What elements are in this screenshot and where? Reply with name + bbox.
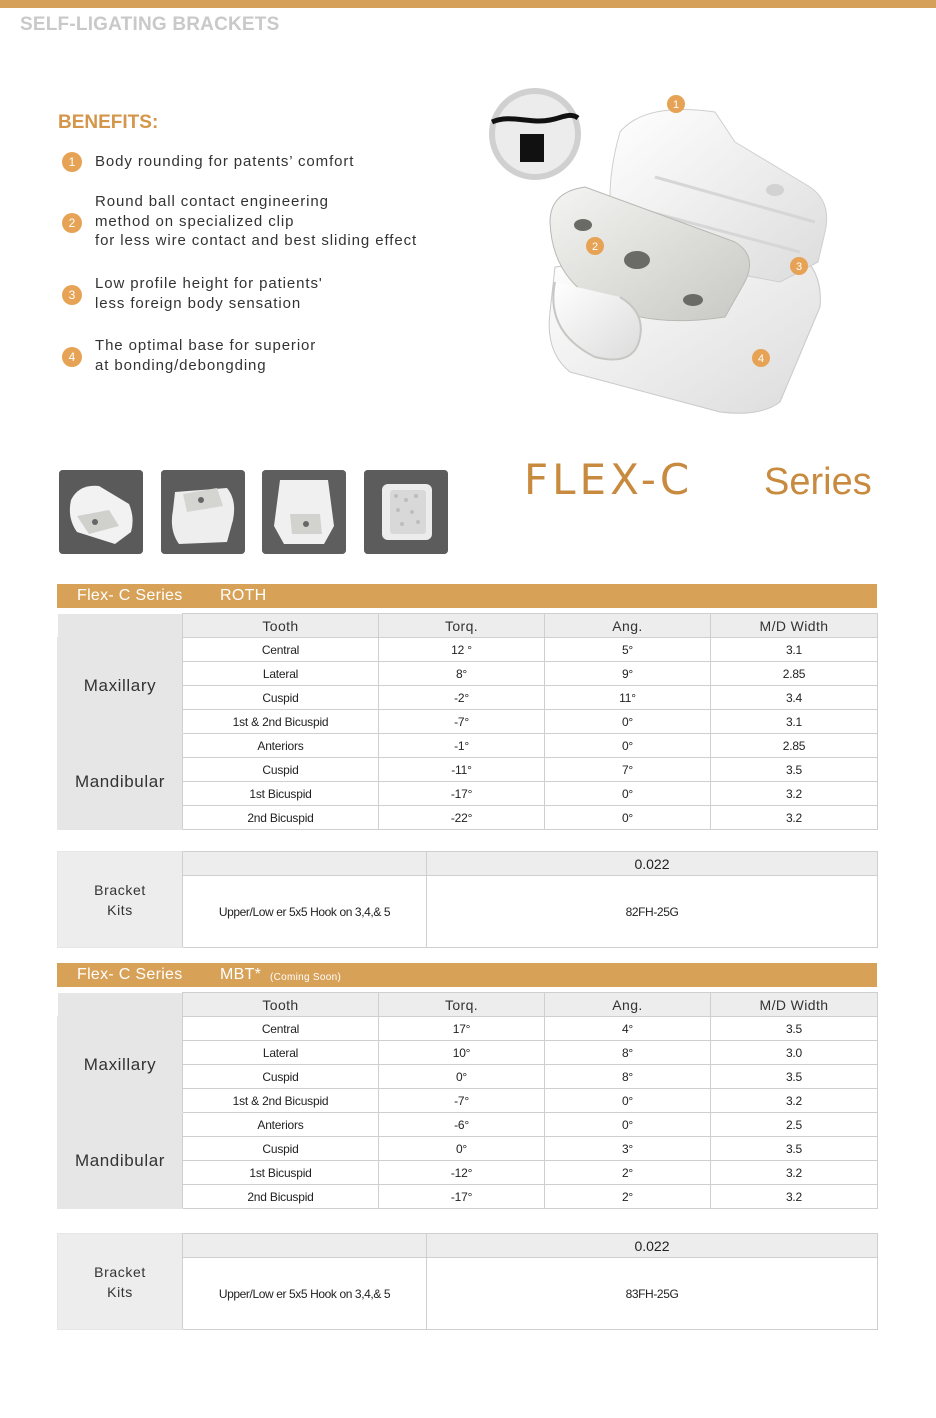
- angulation-cell: 0°: [545, 806, 711, 830]
- angulation-cell: 7°: [545, 758, 711, 782]
- table-header-row: [58, 614, 878, 638]
- torque-cell: -2°: [379, 686, 545, 710]
- callout-label-2: 2: [591, 241, 599, 253]
- benefit-text-1: Body rounding for patents’ comfort: [95, 153, 355, 170]
- benefits-heading: BENEFITS:: [58, 112, 159, 133]
- width-cell: 3.1: [711, 710, 878, 734]
- angulation-cell: 11°: [545, 686, 711, 710]
- series-label: Flex- C Series: [77, 587, 183, 604]
- tooth-cell: Cuspid: [183, 686, 379, 710]
- torque-cell: 0°: [379, 1137, 545, 1161]
- column-header: Tooth: [183, 993, 379, 1017]
- callout-label-3: 3: [795, 261, 803, 273]
- column-header: Torq.: [379, 614, 545, 638]
- callout-label-1: 1: [672, 99, 680, 111]
- bracket-thumbnail-4: [364, 470, 448, 554]
- maxillary-group-label: Maxillary: [58, 1017, 183, 1113]
- tooth-cell: 2nd Bicuspid: [183, 806, 379, 830]
- prescription-label: ROTH: [220, 587, 267, 604]
- width-cell: 3.5: [711, 758, 878, 782]
- tooth-cell: Cuspid: [183, 758, 379, 782]
- width-cell: 3.5: [711, 1137, 878, 1161]
- tooth-cell: 1st & 2nd Bicuspid: [183, 710, 379, 734]
- torque-cell: -17°: [379, 782, 545, 806]
- table-row: [58, 734, 878, 758]
- width-cell: 3.1: [711, 638, 878, 662]
- width-cell: 2.85: [711, 734, 878, 758]
- wire-detail-inset: [489, 88, 581, 180]
- number-badge-4: 4: [62, 347, 82, 367]
- bracket-thumbnail-3: [262, 470, 346, 554]
- width-cell: 3.0: [711, 1041, 878, 1065]
- width-cell: 3.5: [711, 1017, 878, 1041]
- roth-bracket-kits-table: [57, 851, 878, 948]
- torque-cell: 12 °: [379, 638, 545, 662]
- kit-size-header: 0.022: [427, 1234, 878, 1258]
- torque-cell: 17°: [379, 1017, 545, 1041]
- width-cell: 3.5: [711, 1065, 878, 1089]
- top-accent-bar: [0, 0, 936, 8]
- kit-description: Upper/Low er 5x5 Hook on 3,4,& 5: [183, 876, 427, 948]
- bracket-kits-label: Bracket Kits: [58, 852, 183, 948]
- tooth-cell: Lateral: [183, 1041, 379, 1065]
- torque-cell: 8°: [379, 662, 545, 686]
- column-header: M/D Width: [711, 993, 878, 1017]
- tooth-cell: Lateral: [183, 662, 379, 686]
- prescription-name: MBT*: [220, 966, 262, 983]
- tooth-cell: Anteriors: [183, 734, 379, 758]
- logo-brand-text: FLEX-C: [524, 456, 694, 504]
- angulation-cell: 0°: [545, 710, 711, 734]
- tooth-cell: Cuspid: [183, 1065, 379, 1089]
- angulation-cell: 0°: [545, 1089, 711, 1113]
- mbt-spec-table: [57, 992, 878, 1209]
- torque-cell: 0°: [379, 1065, 545, 1089]
- column-header: M/D Width: [711, 614, 878, 638]
- maxillary-group-label: Maxillary: [58, 638, 183, 734]
- column-header: Ang.: [545, 614, 711, 638]
- angulation-cell: 0°: [545, 734, 711, 758]
- bracket-kits-label: Bracket Kits: [58, 1234, 183, 1330]
- angulation-cell: 5°: [545, 638, 711, 662]
- torque-cell: -12°: [379, 1161, 545, 1185]
- angulation-cell: 2°: [545, 1161, 711, 1185]
- angulation-cell: 0°: [545, 782, 711, 806]
- angulation-cell: 0°: [545, 1113, 711, 1137]
- benefit-text-4: The optimal base for superior at bonding/debongding: [95, 337, 317, 374]
- column-header: Torq.: [379, 993, 545, 1017]
- tooth-cell: 2nd Bicuspid: [183, 1185, 379, 1209]
- width-cell: 3.2: [711, 1161, 878, 1185]
- bracket-thumbnail-2: [161, 470, 245, 554]
- column-header: Tooth: [183, 614, 379, 638]
- coming-soon-note: (Coming Soon): [269, 972, 342, 983]
- callout-label-4: 4: [757, 353, 765, 365]
- tooth-cell: 1st Bicuspid: [183, 782, 379, 806]
- kit-code: 82FH-25G: [427, 876, 878, 948]
- kit-size-header: 0.022: [427, 852, 878, 876]
- bracket-thumbnail-1: [59, 470, 143, 554]
- table-row: [58, 638, 878, 662]
- table-row: [58, 1017, 878, 1041]
- width-cell: 2.85: [711, 662, 878, 686]
- torque-cell: -17°: [379, 1185, 545, 1209]
- mandibular-group-label: Mandibular: [58, 1113, 183, 1209]
- kit-code: 83FH-25G: [427, 1258, 878, 1330]
- benefit-text-2: Round ball contact engineering method on specialized clip for less wire contact and best sliding effect: [95, 193, 418, 249]
- angulation-cell: 9°: [545, 662, 711, 686]
- kit-description: Upper/Low er 5x5 Hook on 3,4,& 5: [183, 1258, 427, 1330]
- page-title: SELF-LIGATING BRACKETS: [20, 14, 280, 35]
- angulation-cell: 3°: [545, 1137, 711, 1161]
- angulation-cell: 2°: [545, 1185, 711, 1209]
- width-cell: 3.2: [711, 1089, 878, 1113]
- flex-c-series-logo: [524, 456, 884, 508]
- torque-cell: -22°: [379, 806, 545, 830]
- torque-cell: 10°: [379, 1041, 545, 1065]
- tooth-cell: Central: [183, 638, 379, 662]
- roth-spec-table: [57, 613, 878, 830]
- prescription-label: [220, 963, 342, 989]
- tooth-cell: Central: [183, 1017, 379, 1041]
- torque-cell: -11°: [379, 758, 545, 782]
- torque-cell: -7°: [379, 710, 545, 734]
- width-cell: 3.2: [711, 806, 878, 830]
- table-header-row: [58, 993, 878, 1017]
- bracket-illustration: [480, 82, 840, 422]
- tooth-cell: Cuspid: [183, 1137, 379, 1161]
- width-cell: 3.4: [711, 686, 878, 710]
- tooth-cell: 1st Bicuspid: [183, 1161, 379, 1185]
- tooth-cell: Anteriors: [183, 1113, 379, 1137]
- logo-series-text: Series: [764, 461, 872, 503]
- tooth-cell: 1st & 2nd Bicuspid: [183, 1089, 379, 1113]
- torque-cell: -6°: [379, 1113, 545, 1137]
- angulation-cell: 4°: [545, 1017, 711, 1041]
- width-cell: 3.2: [711, 782, 878, 806]
- table-row: [58, 1113, 878, 1137]
- number-badge-2: 2: [62, 213, 82, 233]
- angulation-cell: 8°: [545, 1065, 711, 1089]
- column-header: Ang.: [545, 993, 711, 1017]
- mbt-bracket-kits-table: [57, 1233, 878, 1330]
- number-badge-1: 1: [62, 152, 82, 172]
- mbt-section-header: [57, 963, 877, 987]
- torque-cell: -1°: [379, 734, 545, 758]
- series-label: Flex- C Series: [77, 966, 183, 983]
- kits-header-row: [58, 1234, 878, 1258]
- width-cell: 2.5: [711, 1113, 878, 1137]
- roth-section-header: [57, 584, 877, 608]
- width-cell: 3.2: [711, 1185, 878, 1209]
- angulation-cell: 8°: [545, 1041, 711, 1065]
- kits-header-row: [58, 852, 878, 876]
- number-badge-3: 3: [62, 285, 82, 305]
- torque-cell: -7°: [379, 1089, 545, 1113]
- mandibular-group-label: Mandibular: [58, 734, 183, 830]
- benefit-text-3: Low profile height for patients' less foreign body sensation: [95, 275, 323, 312]
